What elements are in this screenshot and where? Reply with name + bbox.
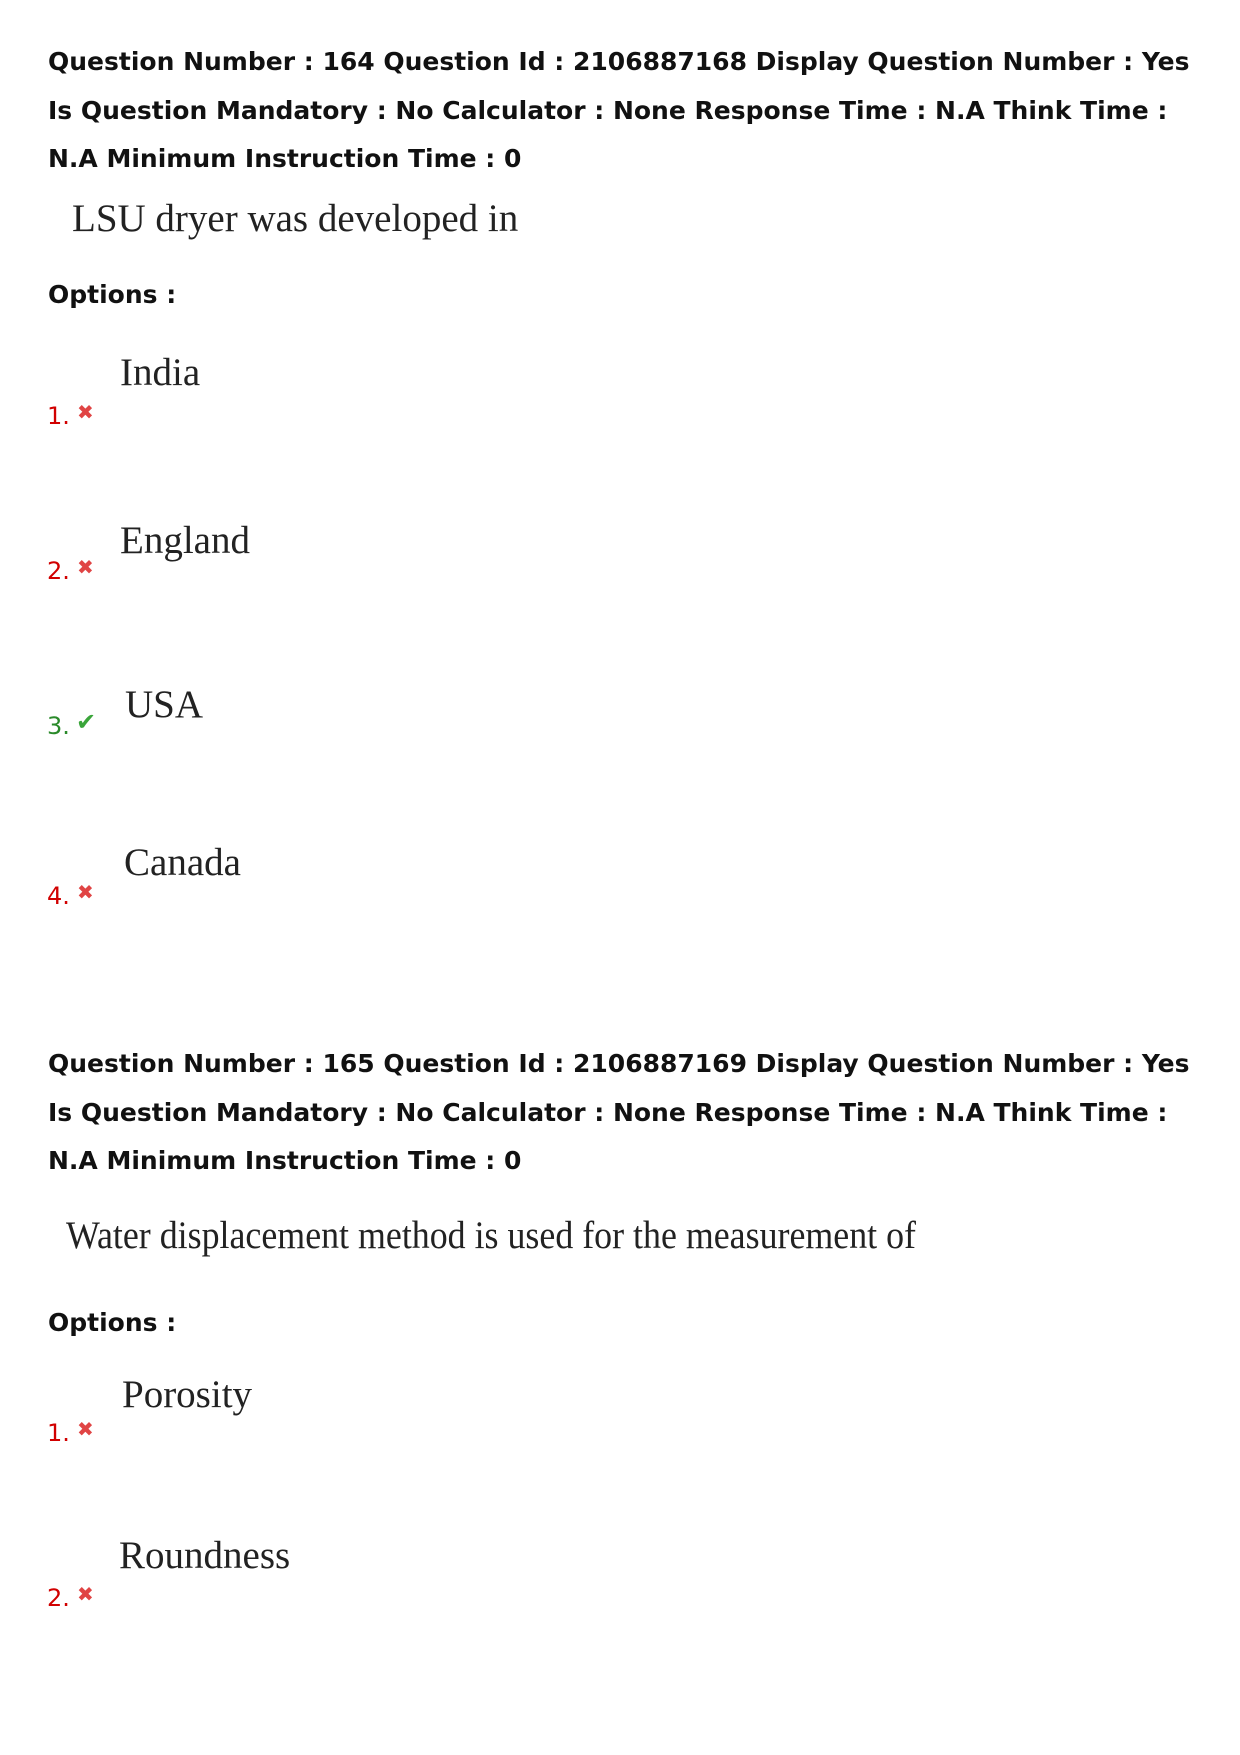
question-text: Water displacement method is used for the measurement of <box>66 1214 916 1257</box>
question-meta: Question Number : 164 Question Id : 2106887168 Display Question Number : Yes Is Question Mandatory : No Calculator : None Response Time : N.A Think Time : N.A Minimum Instruction Time : 0 <box>48 47 1190 173</box>
option-number: 1. <box>47 402 70 430</box>
cross-icon: ✖ <box>77 1582 94 1606</box>
options-heading: Options : <box>48 280 177 309</box>
check-icon: ✔ <box>76 708 97 736</box>
cross-icon: ✖ <box>77 880 94 904</box>
option-number: 2. <box>47 557 70 585</box>
cross-icon: ✖ <box>77 555 94 579</box>
cross-icon: ✖ <box>77 1417 94 1441</box>
cross-icon: ✖ <box>77 400 94 424</box>
option-number: 4. <box>47 882 70 910</box>
option-text: USA <box>125 683 204 726</box>
option-number: 1. <box>47 1419 70 1447</box>
option-number: 2. <box>47 1584 70 1612</box>
option-text: Roundness <box>119 1534 291 1577</box>
option-text: Canada <box>124 841 241 884</box>
option-text: England <box>120 519 250 562</box>
option-text: India <box>120 351 201 394</box>
question-text: LSU dryer was developed in <box>72 197 519 240</box>
options-heading: Options : <box>48 1308 177 1337</box>
question-meta: Question Number : 165 Question Id : 2106887169 Display Question Number : Yes Is Question Mandatory : No Calculator : None Response Time : N.A Think Time : N.A Minimum Instruction Time : 0 <box>48 1049 1190 1175</box>
option-number: 3. <box>47 712 70 740</box>
option-text: Porosity <box>122 1373 253 1416</box>
